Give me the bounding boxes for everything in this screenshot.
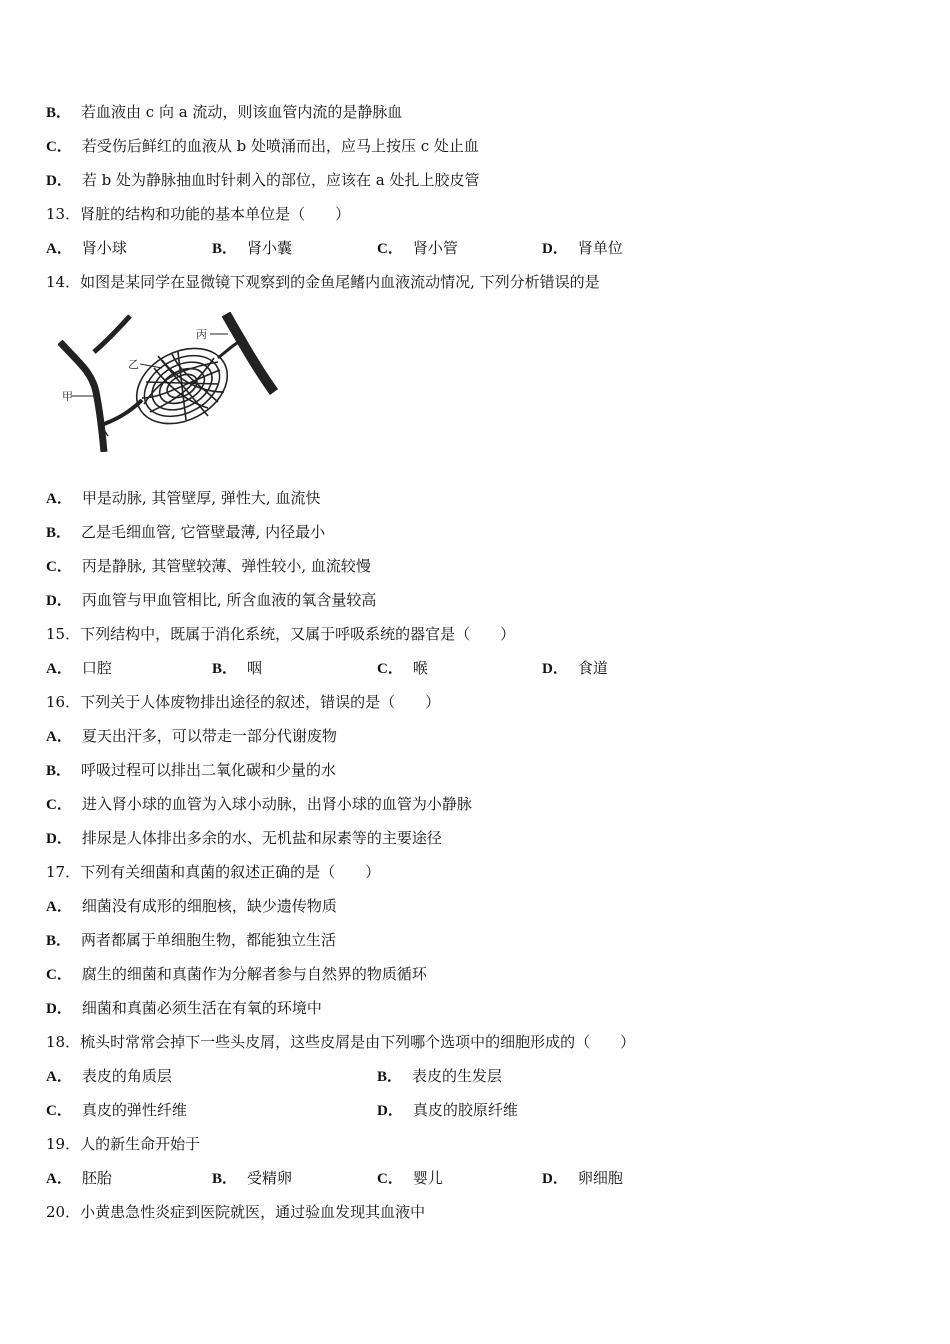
option-text: 两者都属于单细胞生物，都能独立生活 — [81, 931, 337, 949]
q16-option-c — [46, 794, 472, 815]
q20-stem: 20．小黄患急性炎症到医院就医，通过验血发现其血液中 — [46, 1203, 426, 1221]
option-text: 肾小管 — [412, 239, 458, 257]
blood-vessel-figure — [58, 312, 278, 452]
option-label: D． — [46, 593, 72, 609]
blood-vessel-drawing — [58, 312, 278, 452]
option-text: 婴儿 — [412, 1169, 443, 1187]
q18-option-d — [377, 1100, 518, 1121]
q15-option-d — [542, 658, 608, 679]
option-text: 表皮的角质层 — [81, 1067, 172, 1085]
q13-option-a — [46, 238, 127, 259]
q13-stem: 13．肾脏的结构和功能的基本单位是（ ） — [46, 205, 351, 223]
option-label: A． — [46, 1171, 72, 1187]
q15-option-b — [212, 658, 262, 679]
option-label: B． — [212, 661, 238, 677]
option-text: 卵细胞 — [577, 1169, 623, 1187]
option-label: B． — [46, 933, 72, 949]
option-text: 肾小球 — [81, 239, 127, 257]
option-label: D． — [542, 661, 568, 677]
option-text: 若血液由 c 向 a 流动，则该血管内流的是静脉血 — [81, 103, 403, 121]
option-label: B． — [46, 763, 72, 779]
option-text: 细菌和真菌必须生活在有氧的环境中 — [81, 999, 322, 1017]
q18-option-a — [46, 1066, 172, 1087]
q13-option-d — [542, 238, 623, 259]
option-label: C． — [377, 241, 403, 257]
option-text: 进入肾小球的血管为入球小动脉，出肾小球的血管为小静脉 — [81, 795, 472, 813]
option-text: 真皮的弹性纤维 — [81, 1101, 187, 1119]
option-label: B． — [46, 525, 72, 541]
option-label: A． — [46, 899, 72, 915]
q18-option-b — [377, 1066, 502, 1087]
option-text: 胚胎 — [81, 1169, 112, 1187]
option-text: 细菌没有成形的细胞核，缺少遗传物质 — [81, 897, 337, 915]
q12-option-d — [46, 170, 479, 191]
q19-option-c — [377, 1168, 443, 1189]
option-text: 甲是动脉, 其管壁厚, 弹性大, 血流快 — [81, 489, 321, 507]
artery-feed — [104, 400, 142, 424]
option-text: 真皮的胶原纤维 — [412, 1101, 518, 1119]
q13-option-b — [212, 238, 292, 259]
option-label: B． — [212, 241, 238, 257]
vein-vessel — [226, 314, 274, 392]
q14-option-a — [46, 488, 320, 509]
q19-option-b — [212, 1168, 292, 1189]
option-label: B． — [377, 1069, 403, 1085]
option-text: 口腔 — [81, 659, 112, 677]
option-text: 食道 — [577, 659, 608, 677]
q16-option-a — [46, 726, 337, 747]
q17-stem: 17．下列有关细菌和真菌的叙述正确的是（ ） — [46, 863, 381, 881]
option-label: C． — [46, 967, 72, 983]
option-text: 腐生的细菌和真菌作为分解者参与自然界的物质循环 — [81, 965, 427, 983]
option-label: A． — [46, 661, 72, 677]
q13-option-c — [377, 238, 458, 259]
q17-option-d — [46, 998, 322, 1019]
q17-option-c — [46, 964, 427, 985]
q17-option-b — [46, 930, 336, 951]
q17-option-a — [46, 896, 337, 917]
figure-label-yi: 乙 — [128, 358, 139, 371]
capillary-network — [124, 333, 241, 438]
option-label: C． — [46, 559, 72, 575]
q15-stem: 15．下列结构中，既属于消化系统，又属于呼吸系统的器官是（ ） — [46, 625, 516, 643]
figure-label-bing: 丙 — [196, 328, 207, 341]
option-label: C． — [377, 1171, 403, 1187]
option-label: D． — [46, 1001, 72, 1017]
artery-branch — [94, 316, 130, 352]
option-label: C． — [46, 139, 72, 155]
option-label: D． — [46, 831, 72, 847]
option-label: A． — [46, 1069, 72, 1085]
q15-option-a — [46, 658, 112, 679]
q12-option-b — [46, 102, 402, 123]
option-label: A． — [46, 241, 72, 257]
option-text: 肾单位 — [577, 239, 623, 257]
option-label: D． — [542, 1171, 568, 1187]
option-label: B． — [46, 105, 72, 121]
option-label: C． — [46, 797, 72, 813]
q18-stem: 18．梳头时常常会掉下一些头皮屑，这些皮屑是由下列哪个选项中的细胞形成的（ ） — [46, 1033, 636, 1051]
q16-option-d — [46, 828, 442, 849]
q14-option-b — [46, 522, 325, 543]
option-text: 喉 — [412, 659, 428, 677]
option-text: 乙是毛细血管, 它管壁最薄, 内径最小 — [81, 523, 326, 541]
option-text: 呼吸过程可以排出二氧化碳和少量的水 — [81, 761, 337, 779]
option-text: 夏天出汗多，可以带走一部分代谢废物 — [81, 727, 337, 745]
option-label: B． — [212, 1171, 238, 1187]
q15-option-c — [377, 658, 428, 679]
option-label: A． — [46, 491, 72, 507]
q14-option-d — [46, 590, 376, 611]
q18-option-c — [46, 1100, 187, 1121]
option-text: 受精卵 — [247, 1169, 293, 1187]
q16-stem: 16．下列关于人体废物排出途径的叙述，错误的是（ ） — [46, 693, 441, 711]
option-label: D． — [377, 1103, 403, 1119]
q19-stem: 19．人的新生命开始于 — [46, 1135, 201, 1153]
vein-collect — [218, 340, 242, 358]
option-text: 若受伤后鲜红的血液从 b 处喷涌而出，应马上按压 c 处止血 — [81, 137, 479, 155]
option-text: 排尿是人体排出多余的水、无机盐和尿素等的主要途径 — [81, 829, 442, 847]
option-text: 丙是静脉, 其管壁较薄、弹性较小, 血流较慢 — [81, 557, 371, 575]
q14-option-c — [46, 556, 371, 577]
q12-option-c — [46, 136, 479, 157]
option-label: C． — [46, 1103, 72, 1119]
option-label: A． — [46, 729, 72, 745]
q19-option-d — [542, 1168, 623, 1189]
option-text: 肾小囊 — [247, 239, 293, 257]
q19-option-a — [46, 1168, 112, 1189]
option-text: 表皮的生发层 — [412, 1067, 503, 1085]
figure-label-jia: 甲 — [62, 390, 73, 403]
option-label: D． — [46, 173, 72, 189]
option-label: C． — [377, 661, 403, 677]
option-label: D． — [542, 241, 568, 257]
option-text: 若 b 处为静脉抽血时针刺入的部位，应该在 a 处扎上胶皮管 — [81, 171, 480, 189]
q16-option-b — [46, 760, 336, 781]
option-text: 咽 — [247, 659, 263, 677]
option-text: 丙血管与甲血管相比, 所含血液的氧含量较高 — [81, 591, 377, 609]
q14-stem: 14．如图是某同学在显微镜下观察到的金鱼尾鳍内血液流动情况, 下列分析错误的是 — [46, 273, 600, 291]
